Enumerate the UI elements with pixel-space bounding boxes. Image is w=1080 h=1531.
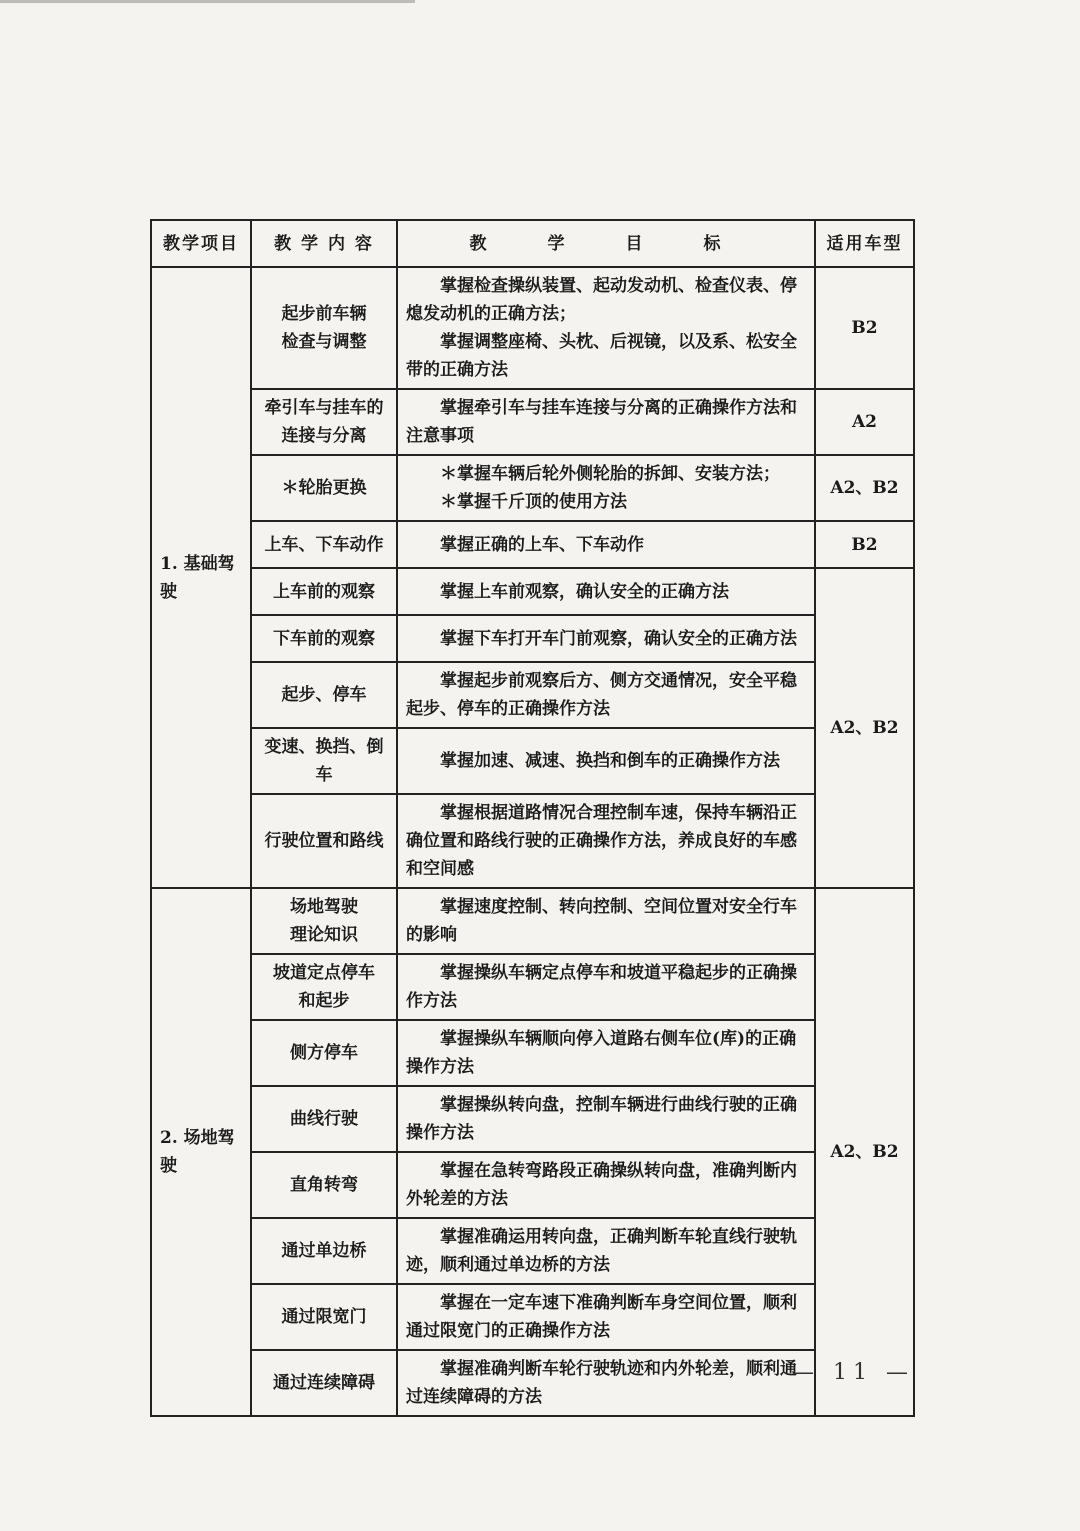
- content-cell: 曲线行驶: [251, 1086, 397, 1152]
- content-cell: 通过单边桥: [251, 1218, 397, 1284]
- content-cell: 上车前的观察: [251, 568, 397, 615]
- section-project: 1. 基础驾驶: [151, 267, 251, 888]
- goal-paragraph: 掌握在一定车速下准确判断车身空间位置，顺利通过限宽门的正确操作方法: [406, 1293, 797, 1341]
- goal-paragraph: 掌握操纵转向盘，控制车辆进行曲线行驶的正确操作方法: [406, 1095, 797, 1143]
- goal-paragraph: 掌握根据道路情况合理控制车速，保持车辆沿正确位置和路线行驶的正确操作方法，养成良好的车感和空间感: [406, 803, 797, 879]
- goal-paragraph: ＊掌握千斤顶的使用方法: [440, 492, 627, 512]
- goal-cell: [397, 1020, 815, 1086]
- table-row: [151, 1284, 914, 1350]
- goal-cell: [397, 662, 815, 728]
- content-cell: 下车前的观察: [251, 615, 397, 662]
- table-header-row: [151, 220, 914, 267]
- goal-cell: [397, 455, 815, 521]
- goal-paragraph: 掌握操纵车辆定点停车和坡道平稳起步的正确操作方法: [406, 963, 797, 1011]
- goal-cell: [397, 1218, 815, 1284]
- table-row: [151, 521, 914, 568]
- vehicle-type-cell: A2、B2: [815, 455, 914, 521]
- content-cell: 行驶位置和路线: [251, 794, 397, 888]
- vehicle-type-cell: A2: [815, 389, 914, 455]
- header-goal: 教 学 目 标: [397, 220, 815, 267]
- table-body: [151, 267, 914, 1416]
- content-cell: 起步、停车: [251, 662, 397, 728]
- vehicle-type-cell: B2: [815, 521, 914, 568]
- header-vehicle-type: 适用车型: [815, 220, 914, 267]
- vehicle-type-cell: A2、B2: [815, 888, 914, 1416]
- goal-cell: [397, 1086, 815, 1152]
- goal-paragraph: 掌握检查操纵装置、起动发动机、检查仪表、停熄发动机的正确方法；: [406, 276, 797, 324]
- goal-paragraph: 掌握准确运用转向盘，正确判断车轮直线行驶轨迹，顺利通过单边桥的方法: [406, 1227, 797, 1275]
- content-cell: 直角转弯: [251, 1152, 397, 1218]
- goal-paragraph: 掌握起步前观察后方、侧方交通情况，安全平稳起步、停车的正确操作方法: [406, 671, 797, 719]
- table-row: [151, 568, 914, 615]
- goal-cell: [397, 1350, 815, 1416]
- goal-paragraph: 掌握正确的上车、下车动作: [440, 534, 644, 555]
- table-row: [151, 728, 914, 794]
- table-row: [151, 455, 914, 521]
- goal-paragraph: 掌握加速、减速、换挡和倒车的正确操作方法: [440, 751, 780, 771]
- table-row: [151, 1020, 914, 1086]
- goal-cell: [397, 794, 815, 888]
- vehicle-type-cell: A2、B2: [815, 568, 914, 888]
- top-edge-rule: [0, 0, 415, 3]
- table-row: [151, 662, 914, 728]
- goal-paragraph: 掌握调整座椅、头枕、后视镜，以及系、松安全带的正确方法: [406, 332, 797, 380]
- goal-paragraph: ＊掌握车辆后轮外侧轮胎的拆卸、安装方法；: [440, 464, 780, 484]
- goal-paragraph: 掌握下车打开车门前观察，确认安全的正确方法: [440, 628, 797, 649]
- header-project: 教学项目: [151, 220, 251, 267]
- goal-cell: [397, 888, 815, 954]
- goal-paragraph: 掌握操纵车辆顺向停入道路右侧车位(库)的正确操作方法: [406, 1029, 797, 1077]
- content-cell: 牵引车与挂车的 连接与分离: [251, 389, 397, 455]
- table-row: [151, 888, 914, 954]
- goal-paragraph: 掌握牵引车与挂车连接与分离的正确操作方法和注意事项: [406, 398, 797, 446]
- content-cell: ＊轮胎更换: [251, 455, 397, 521]
- goal-cell: [397, 267, 815, 389]
- goal-paragraph: 掌握上车前观察，确认安全的正确方法: [440, 581, 729, 602]
- goal-paragraph: 掌握准确判断车轮行驶轨迹和内外轮差，顺利通过连续障碍的方法: [406, 1359, 797, 1407]
- goal-paragraph: 掌握速度控制、转向控制、空间位置对安全行车的影响: [406, 897, 797, 945]
- goal-cell: [397, 728, 815, 794]
- content-cell: 场地驾驶 理论知识: [251, 888, 397, 954]
- vehicle-type-cell: B2: [815, 267, 914, 389]
- content-cell: 坡道定点停车 和起步: [251, 954, 397, 1020]
- table-row: [151, 615, 914, 662]
- goal-cell: [397, 615, 815, 662]
- goal-cell: [397, 954, 815, 1020]
- content-cell: 起步前车辆 检查与调整: [251, 267, 397, 389]
- content-cell: 通过限宽门: [251, 1284, 397, 1350]
- content-cell: 上车、下车动作: [251, 521, 397, 568]
- table-row: [151, 794, 914, 888]
- goal-cell: [397, 1152, 815, 1218]
- table-row: [151, 1218, 914, 1284]
- goal-cell: [397, 389, 815, 455]
- goal-cell: [397, 1284, 815, 1350]
- goal-paragraph: 掌握在急转弯路段正确操纵转向盘，准确判断内外轮差的方法: [406, 1161, 797, 1209]
- table-row: [151, 1086, 914, 1152]
- goal-cell: [397, 521, 815, 568]
- content-cell: 变速、换挡、倒车: [251, 728, 397, 794]
- table-row: [151, 1152, 914, 1218]
- content-cell: 侧方停车: [251, 1020, 397, 1086]
- table-row: [151, 954, 914, 1020]
- section-project: 2. 场地驾驶: [151, 888, 251, 1416]
- goal-cell: [397, 568, 815, 615]
- content-cell: 通过连续障碍: [251, 1350, 397, 1416]
- table-row: [151, 267, 914, 389]
- page-number: — 11 —: [792, 1360, 914, 1385]
- table-row: [151, 389, 914, 455]
- header-content: 教 学 内 容: [251, 220, 397, 267]
- syllabus-table: [150, 219, 915, 1417]
